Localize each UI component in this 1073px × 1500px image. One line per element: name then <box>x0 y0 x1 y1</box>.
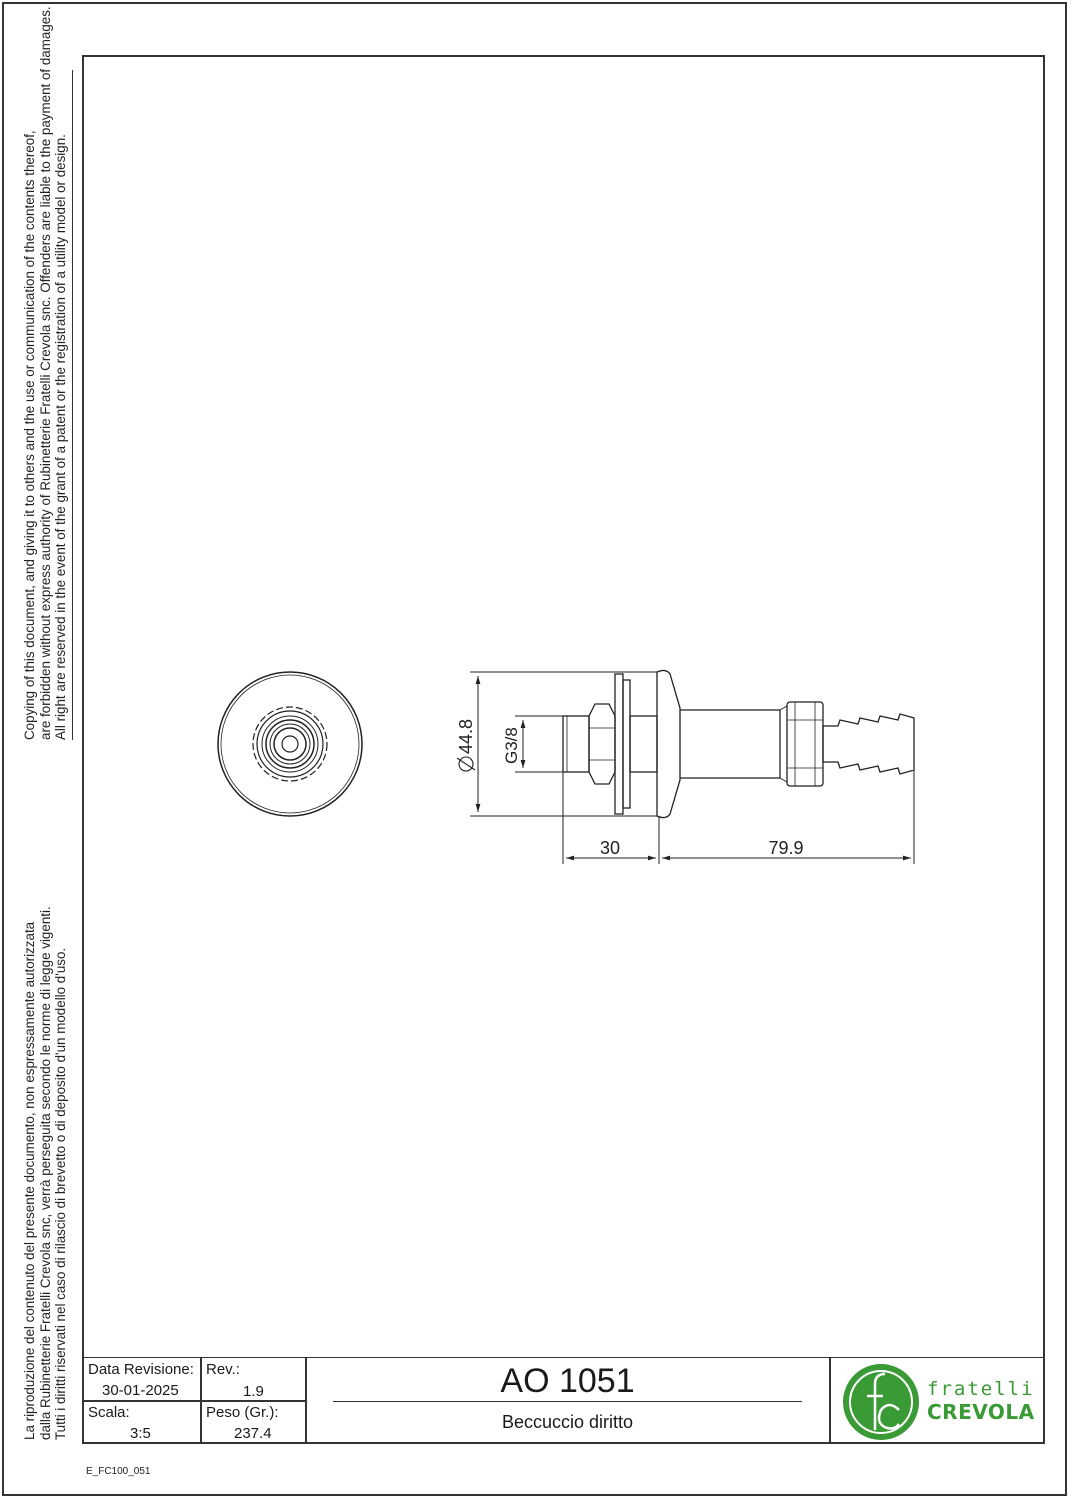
copyright-notice-it: La riproduzione del contenuto del presente documento, non espressamente autorizzata dalla Rubinetterie Fratelli Crevola snc, verrà perseguita secondo le norme di legge vigenti. Tutti i diritti riservati nel caso di rilascio di brevetto o di deposito d'un modello d'uso. <box>22 906 68 1440</box>
logo-text-bottom: CREVOLA <box>927 1400 1035 1424</box>
company-logo <box>841 1362 1041 1442</box>
article-description: Beccuccio diritto <box>501 1412 634 1432</box>
revision-date-value: 30-01-2025 <box>102 1382 179 1399</box>
diameter-value: 44.8 <box>456 718 476 754</box>
weight-value: 237.4 <box>234 1425 272 1442</box>
length-dimension-left: 30 <box>599 838 621 858</box>
revision-date-label: Data Revisione: <box>88 1361 194 1378</box>
rev-value: 1.9 <box>243 1383 264 1400</box>
front-view <box>218 672 362 816</box>
document-id: E_FC100_051 <box>86 1466 151 1477</box>
thread-dimension: G3/8 <box>502 727 521 764</box>
side-view <box>563 670 914 817</box>
rev-label: Rev.: <box>206 1361 240 1378</box>
title-divider <box>82 1400 306 1402</box>
weight-label: Peso (Gr.): <box>206 1404 279 1421</box>
length-dimension-right: 79.9 <box>768 838 804 858</box>
copyright-notice-en: Copying of this document, and giving it to others and the use or communication of the contents thereof, are forbidden without express authority of Rubinetterie Fratelli Crevola snc. Offenders are liable to the payment of damages. All right are reserved in the event of the grant of a patent or the registration of a utility model or design. <box>22 6 68 740</box>
dimension-lines <box>470 672 914 864</box>
title-divider <box>829 1358 831 1444</box>
knurled-nut <box>253 707 327 781</box>
scale-value: 3:5 <box>130 1425 151 1442</box>
diameter-dimension <box>456 719 476 771</box>
title-cell <box>306 1358 829 1444</box>
title-block <box>82 1357 1045 1444</box>
scale-label: Scala: <box>88 1404 130 1421</box>
logo-text-top: fratelli <box>927 1378 1035 1400</box>
article-code: AO 1051 <box>500 1362 635 1400</box>
title-underline <box>333 1401 802 1402</box>
